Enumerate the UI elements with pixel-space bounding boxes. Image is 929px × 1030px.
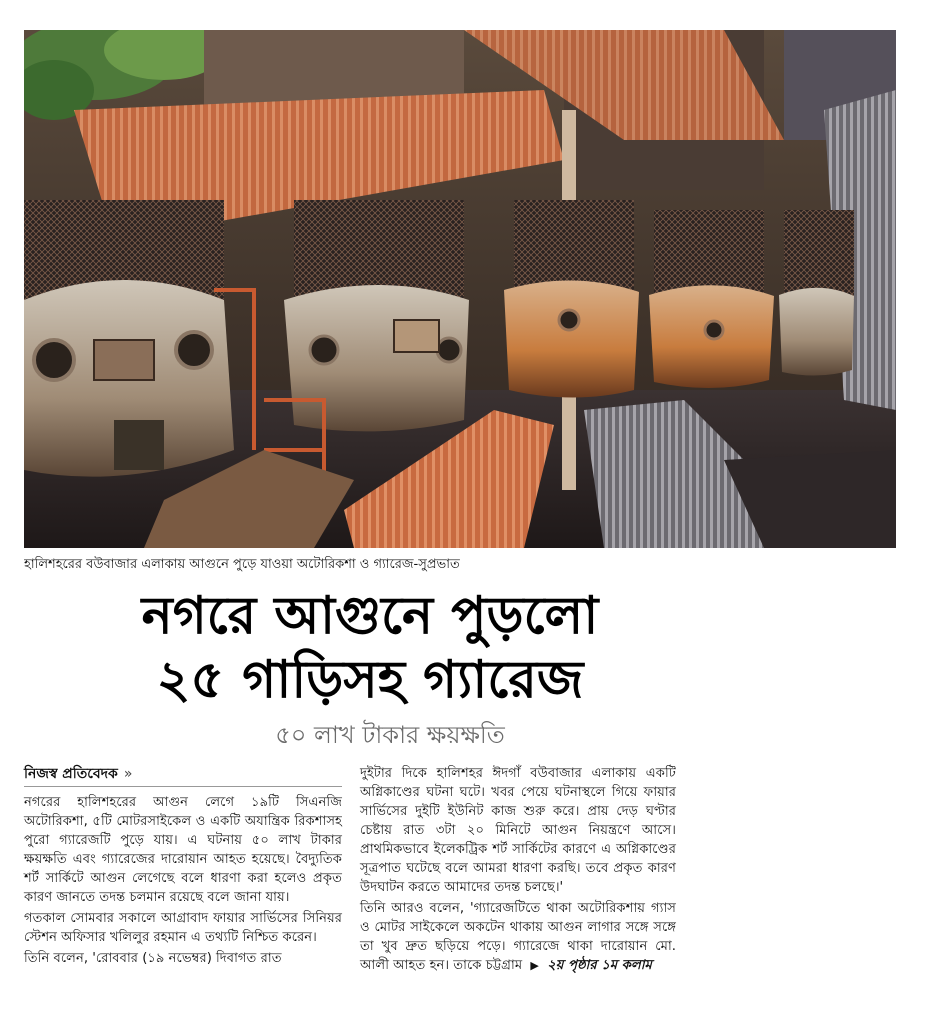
headline-line-1: নগরে আগুনে পুড়লো	[141, 586, 599, 646]
headline-line-2: ২৫ গাড়িসহ গ্যারেজ	[156, 650, 584, 710]
continuation-link[interactable]: ২য় পৃষ্ঠার ১ম কলাম	[547, 958, 652, 973]
photo-caption: হালিশহরের বউবাজার এলাকায় আগুনে পুড়ে যাওয়া অটোরিকশা ও গ্যারেজ-সুপ্রভাত	[24, 557, 460, 572]
paragraph: তিনি বলেন, 'রোববার (১৯ নভেম্বর) দিবাগত রাত	[24, 951, 282, 966]
paragraph	[360, 899, 676, 975]
subheadline: ৫০ লাখ টাকার ক্ষয়ক্ষতি	[275, 721, 505, 749]
article-column-left	[24, 764, 342, 968]
burnt-garage-image	[24, 30, 896, 548]
paragraph-text: তিনি আরও বলেন, 'গ্যারেজটিতে থাকা অটোরিকশায় গ্যাস ও মোটর সাইকেলে অকটেন থাকায় আগুন লাগার সঙ্গে সঙ্গে তা খুব দ্রুত ছড়িয়ে পড়ে। গ্যারেজে থাকা দারোয়ান মো. আলী আহত হন। তাকে চট্টগ্রাম	[360, 901, 676, 973]
byline-arrow-icon: »	[123, 766, 133, 782]
headline	[60, 584, 680, 712]
continue-arrow-icon: ▶	[530, 959, 539, 972]
byline-label: নিজস্ব প্রতিবেদক	[24, 766, 118, 782]
paragraph: নগরের হালিশহরের আগুন লেগে ১৯টি সিএনজি অটোরিকশা, ৫টি মোটরসাইকেল ও একটি অযান্ত্রিক রিকশাসহ পুরো গ্যারেজটি পুড়ে যায়। এ ঘটনায় ৫০ লাখ টাকার ক্ষয়ক্ষতি এবং গ্যারেজের দারোয়ান আহত হয়েছে। বৈদ্যুতিক শর্ট সার্কিটে আগুন লেগেছে বলে ধারণা করা হলেও প্রকৃত কারণ জানতে তদন্ত চলমান রয়েছে বলে জানা যায়।	[24, 795, 342, 905]
news-photo	[24, 30, 896, 548]
byline	[24, 764, 342, 787]
article-column-right	[360, 764, 676, 975]
paragraph: গতকাল সোমবার সকালে আগ্রাবাদ ফায়ার সার্ভিসের সিনিয়র স্টেশন অফিসার খলিলুর রহমান এ তথ্যটি নিশ্চিত করেন।	[24, 911, 342, 945]
paragraph: দুইটার দিকে হালিশহর ঈদগাঁ বউবাজার এলাকায় একটি অগ্নিকাণ্ডের ঘটনা ঘটে। খবর পেয়ে ঘটনাস্থলে গিয়ে ফায়ার সার্ভিসের দুইটি ইউনিট কাজ শুরু করে। প্রায় দেড় ঘণ্টার চেষ্টায় রাত ৩টা ২০ মিনিটে আগুন নিয়ন্ত্রণে আসে। প্রাথমিকভাবে ইলেকট্রিক শর্ট সার্কিটের কারণে এ অগ্নিকাণ্ডের সূত্রপাত ঘটেছে বলে আমরা ধারণা করছি। তবে প্রকৃত কারণ উদঘাটন করতে আমাদের তদন্ত চলছে।'	[360, 766, 676, 895]
